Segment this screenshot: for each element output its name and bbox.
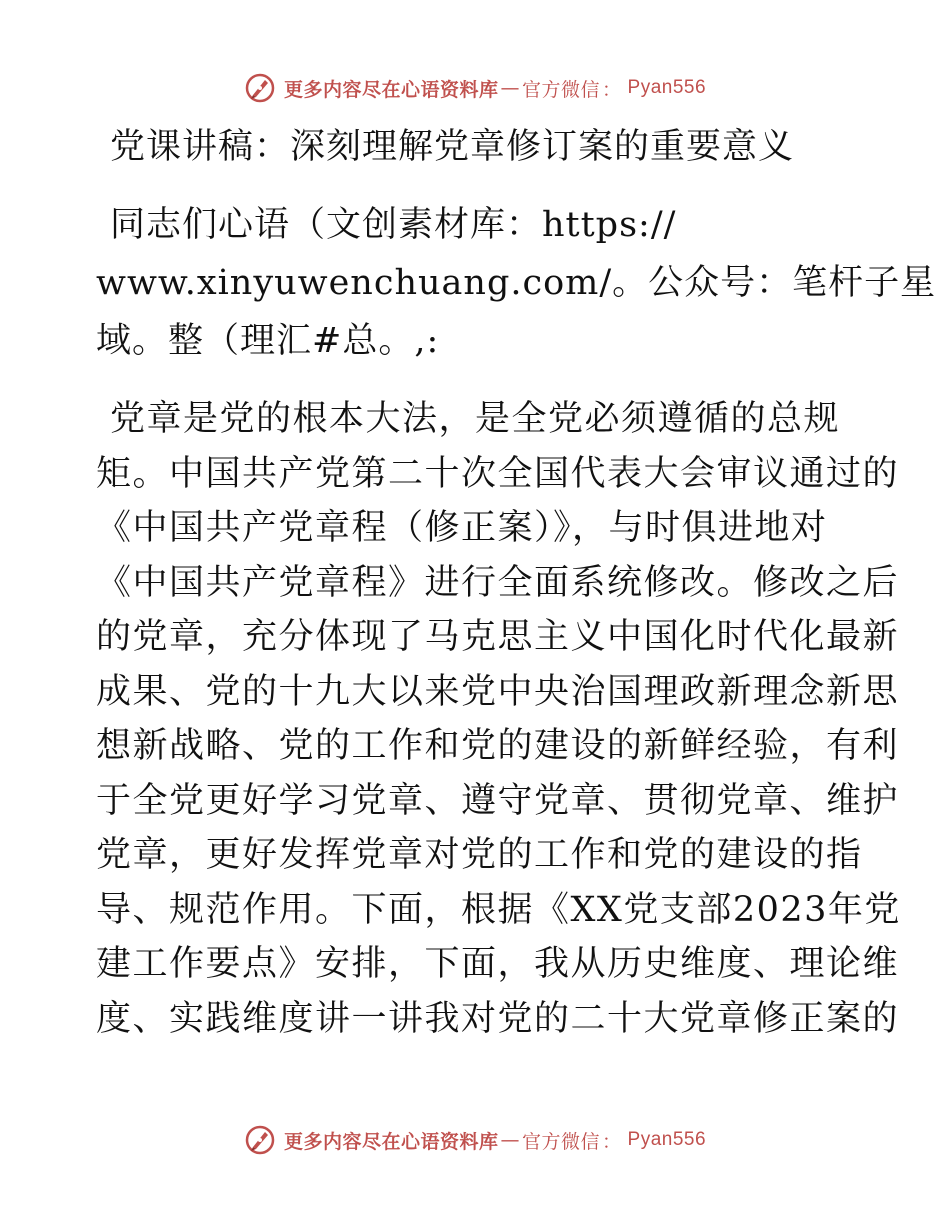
pen-circle-logo-icon	[244, 1124, 276, 1156]
body-line: 《中国共产党章程（修正案）》，与时俱进地对	[96, 508, 828, 548]
body-line: 成果、党的十九大以来党中央治国理政新理念新思	[96, 671, 900, 712]
banner-separator: ：	[602, 78, 622, 101]
body-line: 党章是党的根本大法，是全党必须遵循的总规	[110, 399, 841, 439]
intro-paragraph	[96, 196, 937, 370]
body-line: 党章，更好发挥党章对党的工作和党的建设的指	[96, 835, 863, 875]
body-line: 矩。中国共产党第二十次全国代表大会审议通过的	[96, 453, 900, 494]
body-line: 《中国共产党章程》进行全面系统修改。修改之后	[96, 562, 900, 603]
banner-wechat-label: 官方微信	[521, 78, 600, 101]
pen-circle-logo-icon	[244, 72, 276, 104]
banner-dash: —	[500, 1129, 520, 1151]
banner-brand-text: 更多内容尽在心语资料库	[283, 78, 499, 101]
document-body	[96, 120, 937, 1046]
body-paragraph	[96, 392, 901, 1046]
intro-line: 同志们心语（文创素材库：https://	[110, 205, 677, 245]
body-line: 度、实践维度讲一讲我对党的二十大党章修正案的	[96, 998, 900, 1039]
body-line: 导、规范作用。下面，根据《XX党支部2023年党	[96, 889, 901, 930]
page-title: 党课讲稿：深刻理解党章修订案的重要意义	[110, 127, 795, 167]
banner-account-id: Pyan556	[627, 77, 707, 98]
body-line: 想新战略、党的工作和党的建设的新鲜经验，有利	[96, 726, 900, 766]
banner-account-id: Pyan556	[627, 1129, 707, 1150]
intro-line: www.xinyuwenchuang.com/。公众号：笔杆子星	[96, 263, 937, 303]
body-line: 于全党更好学习党章、遵守党章、贯彻党章、维护	[96, 780, 900, 821]
header-watermark-banner	[0, 72, 950, 104]
footer-watermark-banner	[0, 1124, 950, 1156]
banner-brand-text: 更多内容尽在心语资料库	[283, 1130, 499, 1153]
body-line: 的党章，充分体现了马克思主义中国化时代化最新	[96, 617, 900, 657]
banner-separator: ：	[602, 1130, 622, 1153]
body-line: 建工作要点》安排，下面，我从历史维度、理论维	[96, 944, 900, 984]
intro-line: 域。整（理汇#总。,:	[96, 321, 440, 361]
banner-dash: —	[500, 77, 520, 99]
banner-wechat-label: 官方微信	[521, 1130, 600, 1153]
